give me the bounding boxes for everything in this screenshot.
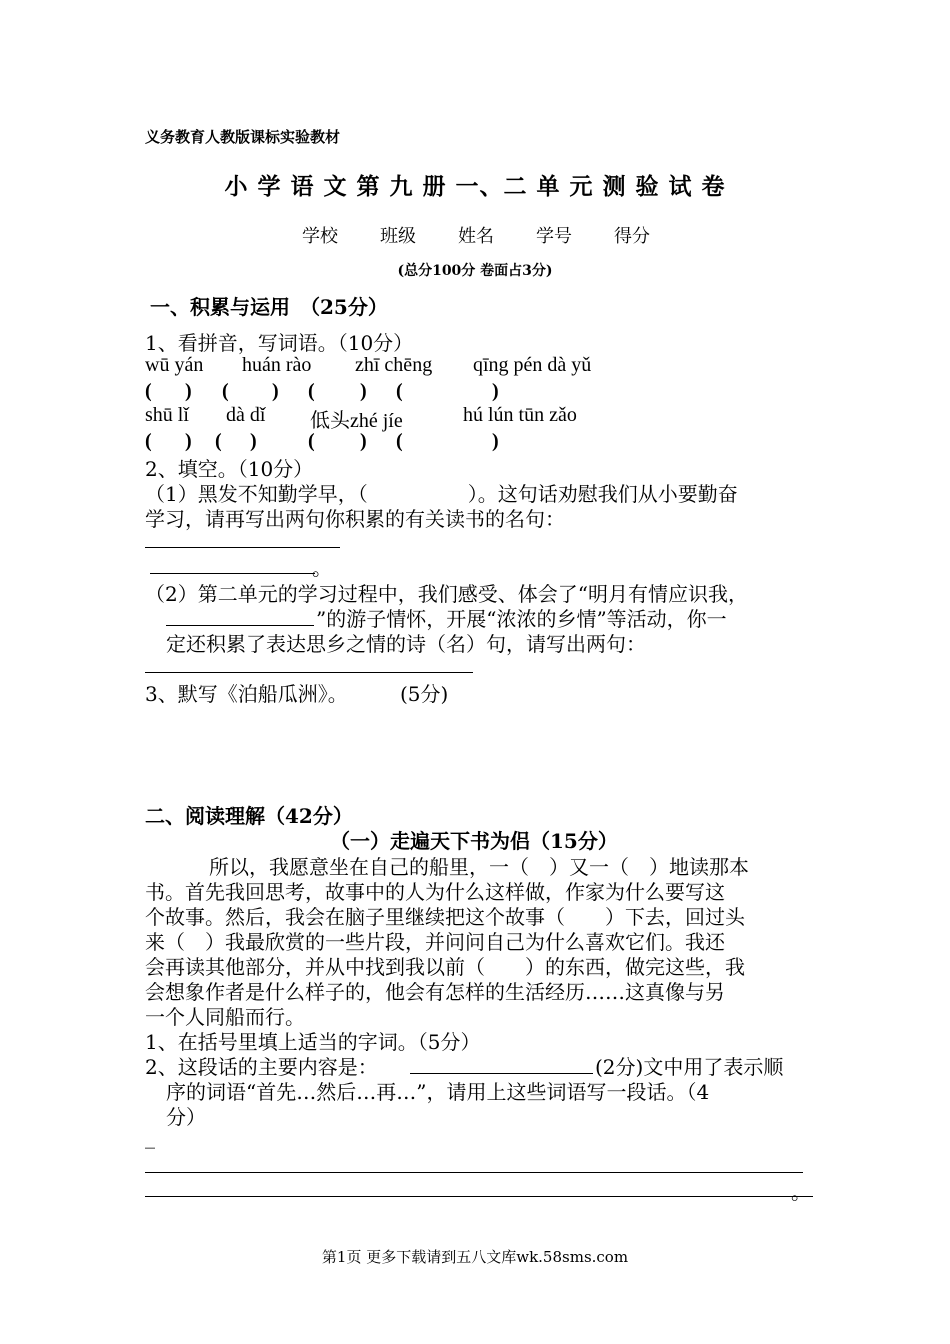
q2-part2-line3: 定还积累了表达思乡之情的诗（名）句，请写出两句：	[166, 632, 646, 656]
answer-paren-open: (	[308, 430, 315, 452]
q2-prompt: 2、填空。（10分）	[145, 457, 314, 481]
pinyin-5: shū lǐ	[145, 404, 189, 426]
answer-paren-open: (	[222, 380, 229, 402]
passage-line: 书。首先我回思考，故事中的人为什么这样做，作家为什么要写这	[145, 880, 725, 904]
period-mark: 。	[791, 1180, 811, 1204]
pinyin-3: zhī chēng	[355, 354, 433, 376]
answer-paren-close: )	[272, 380, 279, 402]
reading-q2-line1a: 2、这段话的主要内容是：	[145, 1055, 378, 1079]
q2-part2-line2: ”的游子情怀，开展“浓浓的乡情”等活动，你一	[316, 607, 727, 631]
pinyin-8: hú lún tūn zǎo	[463, 404, 577, 426]
answer-line	[145, 1196, 813, 1197]
answer-line	[410, 1073, 593, 1074]
field-score: 得分	[614, 226, 650, 247]
answer-paren-close: )	[360, 430, 367, 452]
answer-paren-close: )	[185, 430, 192, 452]
answer-paren-close: )	[492, 430, 499, 452]
field-name: 姓名	[458, 226, 494, 247]
reading-q2-line2: 序的词语“首先…然后…再…”，请用上这些词语写一段话。（4	[166, 1080, 710, 1104]
section2-heading: 二、阅读理解（42分）	[145, 804, 353, 828]
answer-paren-open: (	[396, 430, 403, 452]
period-mark: 。	[312, 556, 332, 580]
q2-part2-line1: （2）第二单元的学习过程中，我们感受、体会了“明月有情应识我，	[145, 582, 748, 606]
answer-paren-close: )	[492, 380, 499, 402]
passage-line: 所以，我愿意坐在自己的船里，一（ ）又一（ ）地读那本	[209, 855, 749, 879]
passage-line: 会再读其他部分，并从中找到我以前（ ）的东西，做完这些，我	[145, 955, 745, 979]
pinyin-7: 低头zhé jíe	[310, 410, 403, 432]
series-label: 义务教育人教版课标实验教材	[145, 128, 341, 146]
answer-paren-close: )	[250, 430, 257, 452]
answer-paren-close: )	[360, 380, 367, 402]
reading-q2-line1b: (2分)文中用了表示顺	[595, 1055, 784, 1079]
answer-paren-open: (	[215, 430, 222, 452]
answer-paren-open: (	[396, 380, 403, 402]
field-school: 学校	[302, 226, 338, 247]
answer-line	[166, 625, 314, 626]
page-footer: 第1页 更多下载请到五八文库wk.58sms.com	[321, 1248, 629, 1266]
passage-line: 一个人同船而行。	[145, 1005, 305, 1029]
answer-paren-close: )	[185, 380, 192, 402]
passage-line: 会想象作者是什么样子的，他会有怎样的生活经历……这真像与另	[145, 980, 725, 1004]
score-note: (总分100分 卷面占3分)	[397, 263, 553, 279]
pinyin-6: dà dǐ	[226, 404, 266, 426]
dash-mark: _	[145, 1125, 155, 1149]
pinyin-2: huán rào	[242, 354, 312, 376]
answer-line	[145, 672, 473, 673]
field-number: 学号	[536, 226, 572, 247]
pinyin-4: qīng pén dà yǔ	[473, 354, 592, 376]
reading-title: （一）走遍天下书为侣（15分）	[330, 829, 618, 853]
answer-paren-open: (	[145, 430, 152, 452]
reading-q1: 1、在括号里填上适当的字词。（5分）	[145, 1030, 481, 1054]
field-class: 班级	[380, 226, 416, 247]
q1-prompt: 1、看拼音，写词语。（10分）	[145, 331, 414, 355]
section1-heading: 一、积累与运用 （25分）	[150, 295, 388, 319]
reading-q2-line3: 分）	[166, 1105, 206, 1129]
answer-line	[145, 547, 340, 548]
q2-part1-line2: 学习，请再写出两句你积累的有关读书的名句：	[145, 507, 565, 531]
answer-line	[145, 1172, 803, 1173]
page-title: 小 学 语 文 第 九 册 一、二 单 元 测 验 试 卷	[224, 173, 726, 200]
answer-line	[150, 573, 315, 574]
answer-paren-open: (	[308, 380, 315, 402]
pinyin-1: wū yán	[145, 354, 204, 376]
answer-paren-open: (	[145, 380, 152, 402]
q3-score: (5分)	[400, 682, 449, 706]
passage-line: 个故事。然后，我会在脑子里继续把这个故事（ ）下去，回过头	[145, 905, 745, 929]
q3-prompt: 3、默写《泊船瓜洲》。	[145, 682, 348, 706]
q2-part1-line1: （1）黑发不知勤学早，（ ）。这句话劝慰我们从小要勤奋	[145, 482, 738, 506]
info-fields	[302, 222, 692, 248]
passage-line: 来（ ）我最欣赏的一些片段，并问问自己为什么喜欢它们。我还	[145, 930, 725, 954]
